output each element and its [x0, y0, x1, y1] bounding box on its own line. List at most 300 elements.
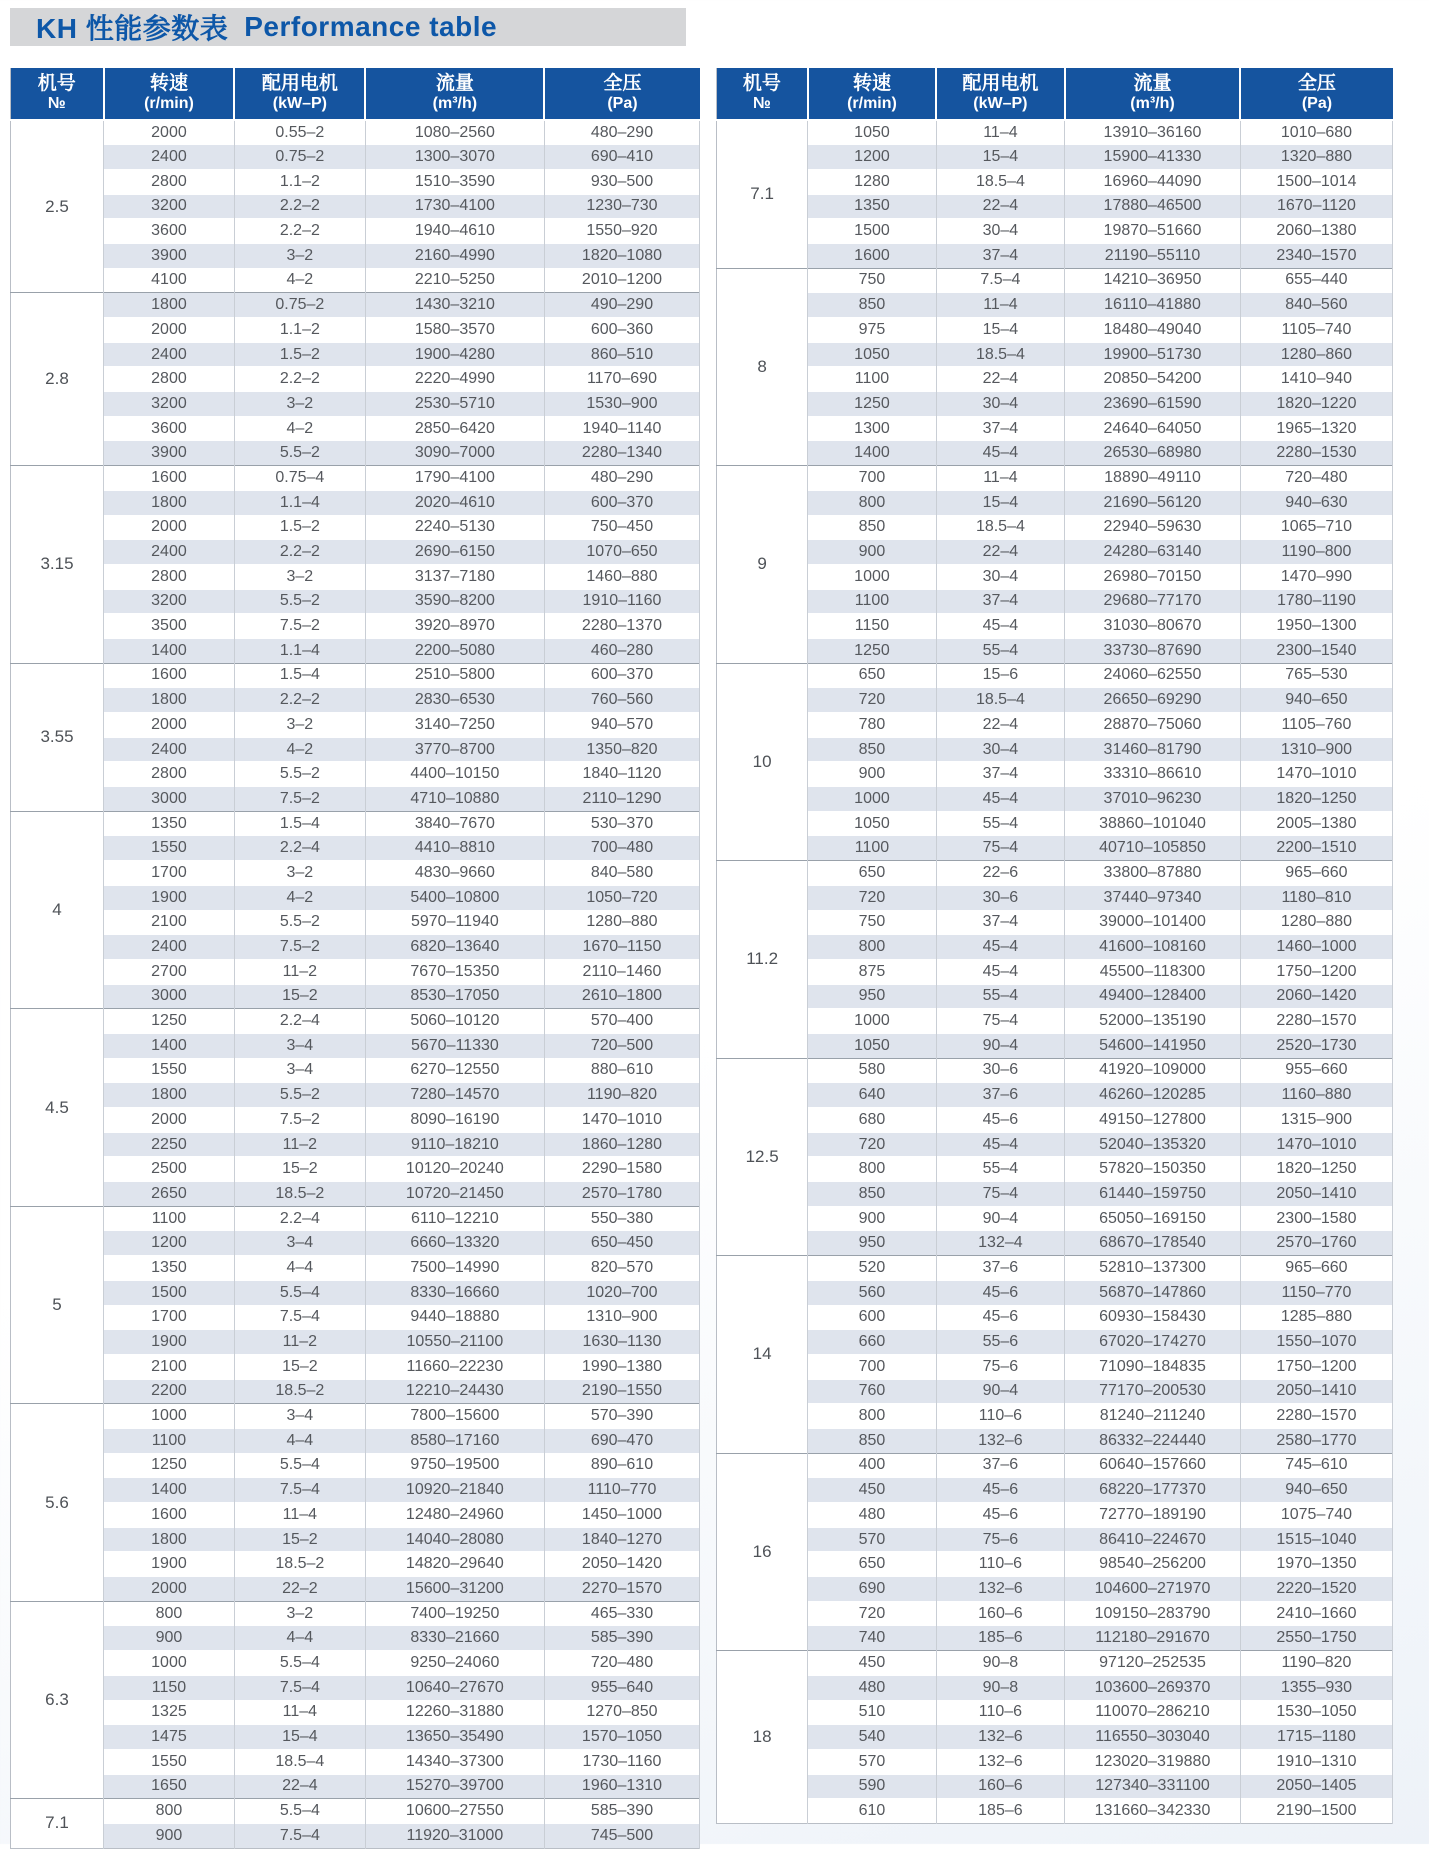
- speed-cell: 1000: [104, 1651, 235, 1676]
- pressure-cell: 570–390: [544, 1404, 699, 1429]
- table-row: [11, 1725, 700, 1750]
- motor-cell: 5.5–2: [234, 441, 365, 466]
- column-header-unit: (Pa): [1301, 94, 1333, 112]
- pressure-cell: 1110–770: [544, 1478, 699, 1503]
- pressure-cell: 1190–820: [544, 1083, 699, 1108]
- flow-cell: 8580–17160: [365, 1428, 544, 1453]
- motor-cell: 22–4: [936, 194, 1064, 219]
- table-row: [717, 614, 1393, 639]
- flow-cell: 3137–7180: [365, 564, 544, 589]
- motor-cell: 37–6: [936, 1083, 1064, 1108]
- table-row: [717, 638, 1393, 663]
- flow-cell: 37440–97340: [1065, 885, 1241, 910]
- table-row: [11, 1404, 700, 1429]
- table-row: [11, 1206, 700, 1231]
- flow-cell: 131660–342330: [1065, 1799, 1241, 1824]
- motor-cell: 45–6: [936, 1478, 1064, 1503]
- table-row: [717, 1749, 1393, 1774]
- pressure-cell: 890–610: [544, 1453, 699, 1478]
- speed-cell: 800: [808, 1157, 936, 1182]
- column-header-zh: 流量: [435, 72, 474, 94]
- flow-cell: 3920–8970: [365, 614, 544, 639]
- pressure-cell: 1550–1070: [1240, 1330, 1392, 1355]
- motor-cell: 15–6: [936, 663, 1064, 688]
- title-banner: [10, 8, 686, 46]
- speed-cell: 450: [808, 1478, 936, 1503]
- motor-cell: 55–4: [936, 638, 1064, 663]
- pressure-cell: 1820–1080: [544, 243, 699, 268]
- flow-cell: 5670–11330: [365, 1033, 544, 1058]
- speed-cell: 1900: [104, 1330, 235, 1355]
- pressure-cell: 2290–1580: [544, 1157, 699, 1182]
- motor-cell: 7.5–4: [234, 1305, 365, 1330]
- table-row: [11, 663, 700, 688]
- motor-cell: 15–2: [234, 1527, 365, 1552]
- table-row: [717, 959, 1393, 984]
- speed-cell: 1400: [104, 638, 235, 663]
- table-row: [11, 1527, 700, 1552]
- flow-cell: 10920–21840: [365, 1478, 544, 1503]
- flow-cell: 1080–2560: [365, 120, 544, 145]
- motor-cell: 5.5–2: [234, 1083, 365, 1108]
- flow-cell: 21190–55110: [1065, 243, 1241, 268]
- flow-cell: 14040–28080: [365, 1527, 544, 1552]
- pressure-cell: 1450–1000: [544, 1503, 699, 1528]
- table-row: [717, 1503, 1393, 1528]
- motor-cell: 110–6: [936, 1700, 1064, 1725]
- table-row: [717, 1675, 1393, 1700]
- motor-cell: 185–6: [936, 1626, 1064, 1651]
- motor-cell: 7.5–4: [234, 1823, 365, 1848]
- speed-cell: 610: [808, 1799, 936, 1824]
- table-row: [11, 861, 700, 886]
- pressure-cell: 2190–1500: [1240, 1799, 1392, 1824]
- motor-cell: 5.5–4: [234, 1280, 365, 1305]
- flow-cell: 6110–12210: [365, 1206, 544, 1231]
- pressure-cell: 965–660: [1240, 861, 1392, 886]
- flow-cell: 2240–5130: [365, 515, 544, 540]
- machine-no-cell: 11.2: [717, 861, 808, 1059]
- motor-cell: 4–2: [234, 416, 365, 441]
- motor-cell: 1.1–4: [234, 638, 365, 663]
- flow-cell: 33310–86610: [1065, 762, 1241, 787]
- pressure-cell: 745–610: [1240, 1453, 1392, 1478]
- flow-cell: 4710–10880: [365, 787, 544, 812]
- pressure-cell: 2550–1750: [1240, 1626, 1392, 1651]
- motor-cell: 0.75–4: [234, 466, 365, 491]
- speed-cell: 650: [808, 663, 936, 688]
- table-row: [11, 1478, 700, 1503]
- pressure-cell: 2410–1660: [1240, 1601, 1392, 1626]
- motor-cell: 2.2–4: [234, 836, 365, 861]
- table-row: [11, 1231, 700, 1256]
- pressure-cell: 2200–1510: [1240, 836, 1392, 861]
- flow-cell: 33730–87690: [1065, 638, 1241, 663]
- motor-cell: 90–4: [936, 1033, 1064, 1058]
- speed-cell: 1200: [808, 145, 936, 170]
- table-row: [11, 1601, 700, 1626]
- pressure-cell: 480–290: [544, 120, 699, 145]
- motor-cell: 15–2: [234, 1354, 365, 1379]
- pressure-cell: 1990–1380: [544, 1354, 699, 1379]
- flow-cell: 13650–35490: [365, 1725, 544, 1750]
- table-row: [717, 1033, 1393, 1058]
- pressure-cell: 955–640: [544, 1675, 699, 1700]
- pressure-cell: 2050–1410: [1240, 1379, 1392, 1404]
- flow-cell: 24060–62550: [1065, 663, 1241, 688]
- pressure-cell: 1320–880: [1240, 145, 1392, 170]
- pressure-cell: 600–360: [544, 318, 699, 343]
- speed-cell: 1500: [104, 1280, 235, 1305]
- speed-cell: 1800: [104, 1083, 235, 1108]
- flow-cell: 31460–81790: [1065, 737, 1241, 762]
- column-header-flow: [365, 68, 544, 120]
- flow-cell: 4400–10150: [365, 762, 544, 787]
- pressure-cell: 600–370: [544, 663, 699, 688]
- pressure-cell: 1530–1050: [1240, 1700, 1392, 1725]
- motor-cell: 3–2: [234, 861, 365, 886]
- table-row: [717, 1157, 1393, 1182]
- motor-cell: 37–4: [936, 762, 1064, 787]
- speed-cell: 1000: [104, 1404, 235, 1429]
- table-row: [717, 243, 1393, 268]
- flow-cell: 72770–189190: [1065, 1503, 1241, 1528]
- flow-cell: 49150–127800: [1065, 1108, 1241, 1133]
- motor-cell: 37–6: [936, 1453, 1064, 1478]
- table-row: [717, 1700, 1393, 1725]
- column-header-machine-no: [717, 68, 808, 120]
- flow-cell: 123020–319880: [1065, 1749, 1241, 1774]
- flow-cell: 2690–6150: [365, 540, 544, 565]
- column-header-unit: (Pa): [607, 94, 638, 112]
- speed-cell: 1050: [808, 811, 936, 836]
- pressure-cell: 720–480: [544, 1651, 699, 1676]
- speed-cell: 660: [808, 1330, 936, 1355]
- table-row: [11, 1651, 700, 1676]
- flow-cell: 1510–3590: [365, 169, 544, 194]
- speed-cell: 760: [808, 1379, 936, 1404]
- flow-cell: 2020–4610: [365, 490, 544, 515]
- flow-cell: 3090–7000: [365, 441, 544, 466]
- table-row: [717, 1478, 1393, 1503]
- pressure-cell: 1190–800: [1240, 540, 1392, 565]
- motor-cell: 11–4: [936, 293, 1064, 318]
- machine-no-cell: 4.5: [11, 1009, 104, 1207]
- pressure-cell: 1910–1160: [544, 589, 699, 614]
- speed-cell: 650: [808, 1552, 936, 1577]
- flow-cell: 60930–158430: [1065, 1305, 1241, 1330]
- speed-cell: 800: [104, 1601, 235, 1626]
- flow-cell: 52040–135320: [1065, 1132, 1241, 1157]
- table-row: [11, 959, 700, 984]
- speed-cell: 1550: [104, 1058, 235, 1083]
- flow-cell: 10550–21100: [365, 1330, 544, 1355]
- speed-cell: 850: [808, 515, 936, 540]
- motor-cell: 5.5–2: [234, 762, 365, 787]
- flow-cell: 104600–271970: [1065, 1577, 1241, 1602]
- flow-cell: 9110–18210: [365, 1132, 544, 1157]
- flow-cell: 8330–21660: [365, 1626, 544, 1651]
- speed-cell: 1600: [104, 1503, 235, 1528]
- flow-cell: 110070–286210: [1065, 1700, 1241, 1725]
- table-row: [11, 836, 700, 861]
- pressure-cell: 1470–990: [1240, 564, 1392, 589]
- motor-cell: 18.5–4: [936, 515, 1064, 540]
- speed-cell: 2500: [104, 1157, 235, 1182]
- flow-cell: 5970–11940: [365, 910, 544, 935]
- pressure-cell: 2280–1530: [1240, 441, 1392, 466]
- table-row: [717, 1354, 1393, 1379]
- flow-cell: 8090–16190: [365, 1108, 544, 1133]
- table-row: [11, 1749, 700, 1774]
- speed-cell: 580: [808, 1058, 936, 1083]
- speed-cell: 3200: [104, 194, 235, 219]
- table-row: [11, 392, 700, 417]
- pressure-cell: 2570–1780: [544, 1182, 699, 1207]
- table-row: [717, 1182, 1393, 1207]
- speed-cell: 1600: [104, 466, 235, 491]
- speed-cell: 1100: [104, 1428, 235, 1453]
- flow-cell: 7400–19250: [365, 1601, 544, 1626]
- speed-cell: 1700: [104, 1305, 235, 1330]
- flow-cell: 28870–75060: [1065, 713, 1241, 738]
- speed-cell: 2800: [104, 564, 235, 589]
- motor-cell: 11–2: [234, 959, 365, 984]
- pressure-cell: 965–660: [1240, 1256, 1392, 1281]
- pressure-cell: 2050–1420: [544, 1552, 699, 1577]
- table-row: [717, 1132, 1393, 1157]
- speed-cell: 2100: [104, 1354, 235, 1379]
- motor-cell: 3–4: [234, 1058, 365, 1083]
- motor-cell: 37–4: [936, 589, 1064, 614]
- pressure-cell: 2005–1380: [1240, 811, 1392, 836]
- flow-cell: 11660–22230: [365, 1354, 544, 1379]
- table-row: [11, 342, 700, 367]
- flow-cell: 31030–80670: [1065, 614, 1241, 639]
- motor-cell: 7.5–4: [936, 268, 1064, 293]
- speed-cell: 1100: [808, 836, 936, 861]
- table-row: [11, 219, 700, 244]
- pressure-cell: 1965–1320: [1240, 416, 1392, 441]
- motor-cell: 0.75–2: [234, 145, 365, 170]
- flow-cell: 7670–15350: [365, 959, 544, 984]
- flow-cell: 1430–3210: [365, 293, 544, 318]
- motor-cell: 45–6: [936, 1108, 1064, 1133]
- flow-cell: 7500–14990: [365, 1256, 544, 1281]
- flow-cell: 3840–7670: [365, 811, 544, 836]
- table-row: [11, 935, 700, 960]
- pressure-cell: 585–390: [544, 1626, 699, 1651]
- motor-cell: 1.5–2: [234, 342, 365, 367]
- motor-cell: 55–4: [936, 984, 1064, 1009]
- motor-cell: 11–4: [234, 1700, 365, 1725]
- speed-cell: 900: [808, 1206, 936, 1231]
- flow-cell: 5060–10120: [365, 1009, 544, 1034]
- motor-cell: 11–4: [936, 120, 1064, 145]
- flow-cell: 15600–31200: [365, 1577, 544, 1602]
- speed-cell: 2800: [104, 367, 235, 392]
- speed-cell: 3000: [104, 787, 235, 812]
- table-row: [11, 1058, 700, 1083]
- table-row: [717, 737, 1393, 762]
- table-row: [717, 293, 1393, 318]
- performance-table-right: [716, 68, 1393, 1824]
- table-row: [11, 762, 700, 787]
- speed-cell: 1800: [104, 490, 235, 515]
- table-row: [11, 194, 700, 219]
- pressure-cell: 700–480: [544, 836, 699, 861]
- speed-cell: 3200: [104, 392, 235, 417]
- motor-cell: 18.5–4: [234, 1749, 365, 1774]
- speed-cell: 2400: [104, 737, 235, 762]
- table-row: [11, 416, 700, 441]
- table-row: [717, 219, 1393, 244]
- table-row: [11, 1577, 700, 1602]
- flow-cell: 9250–24060: [365, 1651, 544, 1676]
- table-row: [11, 885, 700, 910]
- pressure-cell: 1515–1040: [1240, 1527, 1392, 1552]
- machine-no-cell: 6.3: [11, 1601, 104, 1799]
- pressure-cell: 1230–730: [544, 194, 699, 219]
- pressure-cell: 1070–650: [544, 540, 699, 565]
- speed-cell: 800: [808, 935, 936, 960]
- motor-cell: 4–2: [234, 268, 365, 293]
- flow-cell: 21690–56120: [1065, 490, 1241, 515]
- speed-cell: 2400: [104, 342, 235, 367]
- flow-cell: 29680–77170: [1065, 589, 1241, 614]
- speed-cell: 1150: [808, 614, 936, 639]
- speed-cell: 750: [808, 910, 936, 935]
- speed-cell: 950: [808, 1231, 936, 1256]
- pressure-cell: 570–400: [544, 1009, 699, 1034]
- table-row: [717, 984, 1393, 1009]
- speed-cell: 3000: [104, 984, 235, 1009]
- speed-cell: 850: [808, 1182, 936, 1207]
- speed-cell: 3900: [104, 441, 235, 466]
- flow-cell: 57820–150350: [1065, 1157, 1241, 1182]
- speed-cell: 850: [808, 1428, 936, 1453]
- pressure-cell: 1570–1050: [544, 1725, 699, 1750]
- table-row: [11, 1675, 700, 1700]
- speed-cell: 1400: [104, 1033, 235, 1058]
- flow-cell: 68220–177370: [1065, 1478, 1241, 1503]
- flow-cell: 33800–87880: [1065, 861, 1241, 886]
- table-row: [717, 540, 1393, 565]
- pressure-cell: 1550–920: [544, 219, 699, 244]
- speed-cell: 900: [104, 1626, 235, 1651]
- flow-cell: 4410–8810: [365, 836, 544, 861]
- table-row: [11, 268, 700, 293]
- flow-cell: 26650–69290: [1065, 688, 1241, 713]
- speed-cell: 1600: [104, 663, 235, 688]
- pressure-cell: 600–370: [544, 490, 699, 515]
- speed-cell: 800: [104, 1799, 235, 1824]
- table-row: [717, 1799, 1393, 1824]
- speed-cell: 1800: [104, 293, 235, 318]
- column-header-pressure: [544, 68, 699, 120]
- flow-cell: 77170–200530: [1065, 1379, 1241, 1404]
- flow-cell: 86410–224670: [1065, 1527, 1241, 1552]
- speed-cell: 1500: [808, 219, 936, 244]
- motor-cell: 2.2–2: [234, 194, 365, 219]
- motor-cell: 45–6: [936, 1280, 1064, 1305]
- speed-cell: 2000: [104, 515, 235, 540]
- speed-cell: 560: [808, 1280, 936, 1305]
- pressure-cell: 840–580: [544, 861, 699, 886]
- table-row: [717, 441, 1393, 466]
- flow-cell: 6270–12550: [365, 1058, 544, 1083]
- flow-cell: 1900–4280: [365, 342, 544, 367]
- motor-cell: 3–4: [234, 1404, 365, 1429]
- speed-cell: 2400: [104, 935, 235, 960]
- flow-cell: 2530–5710: [365, 392, 544, 417]
- pressure-cell: 1860–1280: [544, 1132, 699, 1157]
- flow-cell: 16960–44090: [1065, 169, 1241, 194]
- motor-cell: 30–6: [936, 1058, 1064, 1083]
- table-row: [717, 861, 1393, 886]
- flow-cell: 52810–137300: [1065, 1256, 1241, 1281]
- table-row: [11, 145, 700, 170]
- motor-cell: 90–8: [936, 1675, 1064, 1700]
- motor-cell: 0.75–2: [234, 293, 365, 318]
- table-row: [717, 342, 1393, 367]
- speed-cell: 700: [808, 466, 936, 491]
- speed-cell: 1280: [808, 169, 936, 194]
- motor-cell: 30–6: [936, 885, 1064, 910]
- flow-cell: 67020–174270: [1065, 1330, 1241, 1355]
- column-header-zh: 配用电机: [962, 72, 1039, 94]
- speed-cell: 1900: [104, 885, 235, 910]
- speed-cell: 740: [808, 1626, 936, 1651]
- flow-cell: 116550–303040: [1065, 1725, 1241, 1750]
- speed-cell: 400: [808, 1453, 936, 1478]
- table-row: [11, 1330, 700, 1355]
- speed-cell: 1250: [104, 1453, 235, 1478]
- flow-cell: 6820–13640: [365, 935, 544, 960]
- table-row: [11, 787, 700, 812]
- pressure-cell: 2060–1420: [1240, 984, 1392, 1009]
- motor-cell: 4–4: [234, 1626, 365, 1651]
- speed-cell: 570: [808, 1749, 936, 1774]
- motor-cell: 7.5–4: [234, 1675, 365, 1700]
- table-row: [11, 614, 700, 639]
- speed-cell: 1550: [104, 1749, 235, 1774]
- flow-cell: 98540–256200: [1065, 1552, 1241, 1577]
- pressure-cell: 1750–1200: [1240, 959, 1392, 984]
- motor-cell: 5.5–2: [234, 589, 365, 614]
- speed-cell: 1350: [104, 1256, 235, 1281]
- motor-cell: 7.5–2: [234, 614, 365, 639]
- motor-cell: 1.5–2: [234, 515, 365, 540]
- speed-cell: 900: [104, 1823, 235, 1848]
- pressure-cell: 930–500: [544, 169, 699, 194]
- pressure-cell: 1470–1010: [1240, 1132, 1392, 1157]
- speed-cell: 2000: [104, 318, 235, 343]
- speed-cell: 480: [808, 1503, 936, 1528]
- table-row: [11, 1799, 700, 1824]
- machine-no-cell: 12.5: [717, 1058, 808, 1256]
- machine-no-cell: 2.8: [11, 293, 104, 466]
- speed-cell: 720: [808, 1132, 936, 1157]
- speed-cell: 900: [808, 762, 936, 787]
- table-row: [717, 1601, 1393, 1626]
- pressure-cell: 530–370: [544, 811, 699, 836]
- motor-cell: 37–6: [936, 1256, 1064, 1281]
- table-row: [717, 713, 1393, 738]
- table-row: [11, 1305, 700, 1330]
- motor-cell: 18.5–4: [936, 342, 1064, 367]
- pressure-cell: 1820–1250: [1240, 787, 1392, 812]
